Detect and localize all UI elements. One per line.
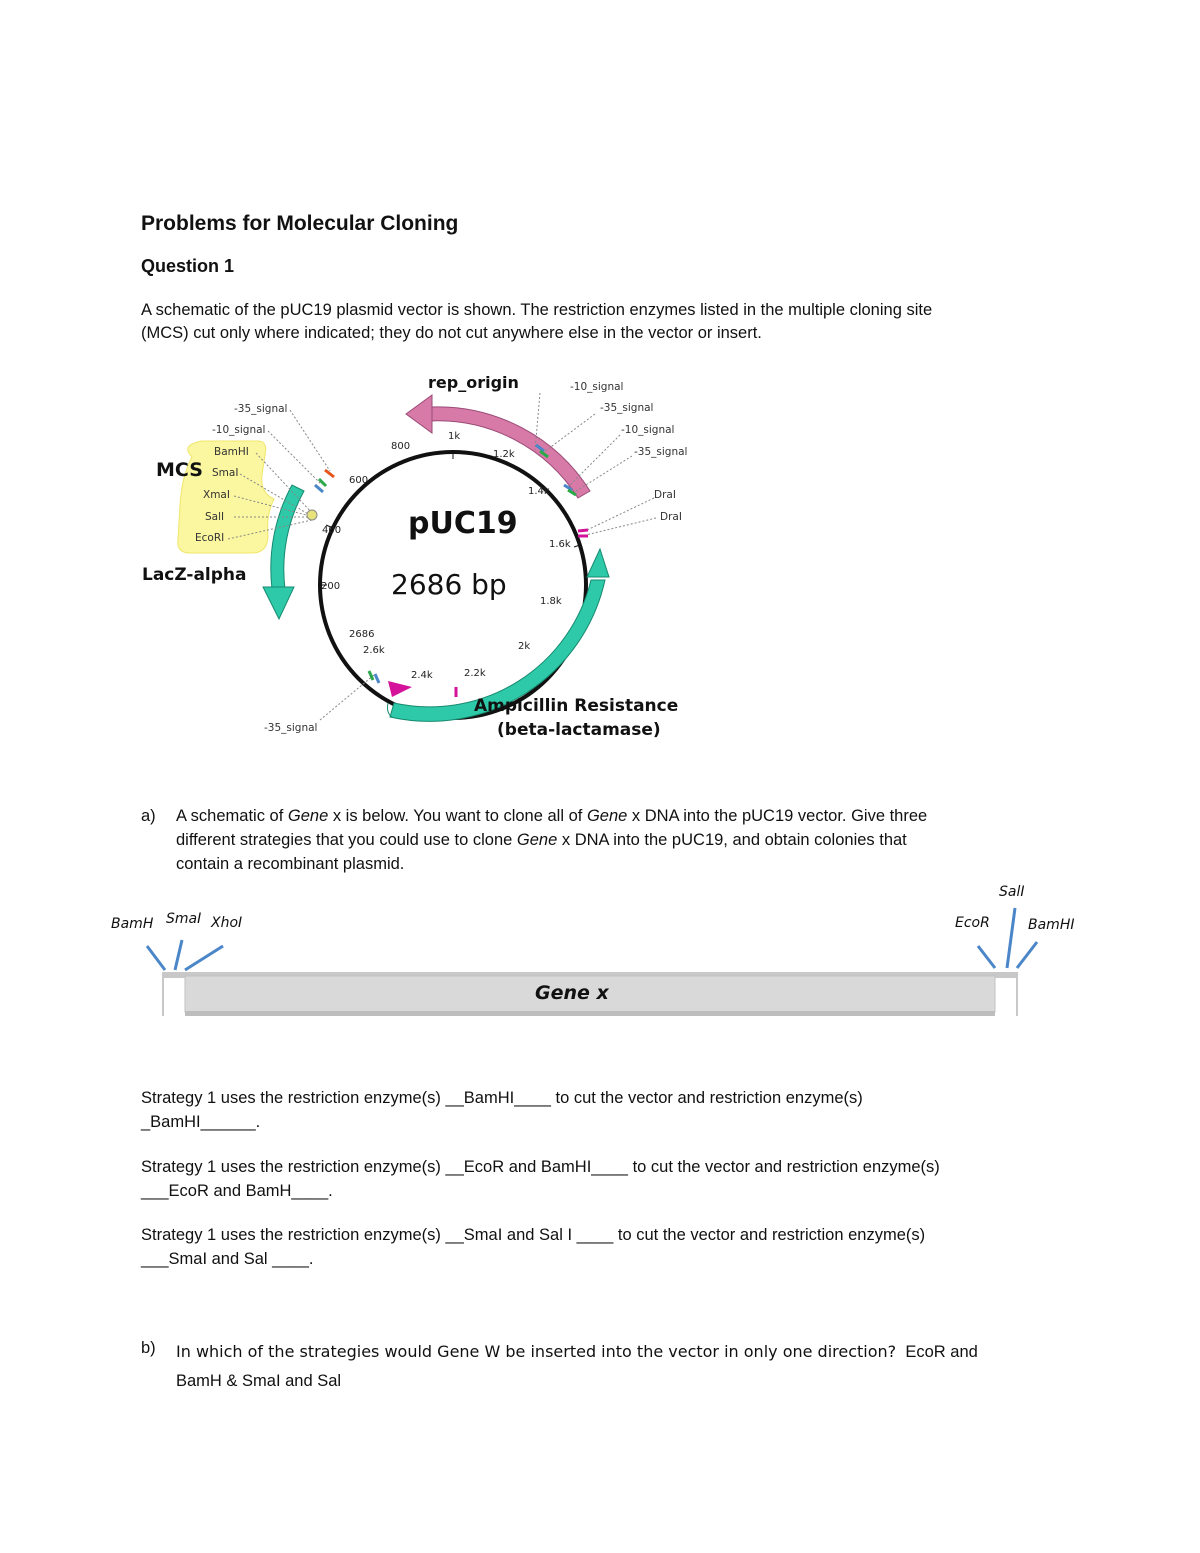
strategy-2-line-2: ___EcoR and BamH____. [141,1182,333,1200]
text-span: x DNA into the pUC19, and obtain colonies that [557,831,907,849]
tick-label: 2686 [349,629,375,640]
plasmid-name: pUC19 [408,506,518,541]
signal-label: -10_signal [212,424,266,436]
part-b-answer-2: BamH & SmaI and Sal [176,1372,342,1390]
mcs-enzyme-label: SalI [205,511,225,523]
site-label-right: SalI [999,884,1025,900]
rep-origin-label: rep_origin [428,373,519,392]
part-a-line-3: contain a recombinant plasmid. [176,855,405,873]
site-label-right: BamHI [1028,917,1075,933]
lacz-arrow [271,485,304,589]
tick-label: 600 [349,475,369,486]
dra-label: DraI [654,489,676,501]
site-label-right: EcoR [955,915,990,931]
plasmid-size: 2686 bp [391,568,507,601]
tick-label: 400 [322,525,342,536]
part-b-question: In which of the strategies would Gene W be inserted into the vector in only one direction? [176,1342,897,1361]
mcs-enzyme-label: XmaI [203,489,230,501]
rep-origin-arrowhead [406,395,432,433]
gene-label: Gene x [535,982,609,1004]
text-span: x is below. You want to clone all of [328,807,587,825]
signal-label: -10_signal [570,381,624,393]
part-a-label: a) [141,807,156,825]
page-title: Problems for Molecular Cloning [141,212,459,235]
part-b-label: b) [141,1339,156,1357]
strategy-2-line-1: Strategy 1 uses the restriction enzyme(s) __EcoR and BamHI____ to cut the vector and restriction enzyme(s) [141,1158,940,1176]
amp-promoter-mark [388,681,412,697]
signal-label: -35_signal [234,403,288,415]
strategy-3-line-2: ___SmaI and Sal ____. [141,1250,314,1268]
gene-italic: Gene [516,831,558,849]
lacz-label: LacZ-alpha [142,565,247,585]
dra-label: DraI [660,511,682,523]
part-a-line-1 [176,804,1056,828]
tick-label: 1.2k [493,449,515,460]
site-label-left: BamH [111,916,154,932]
mcs-label: MCS [156,459,203,481]
signal-label: -35_signal [264,722,318,734]
intro-line-1: A schematic of the pUC19 plasmid vector is shown. The restriction enzymes listed in the multiple cloning site [141,301,933,319]
plasmid-map [140,365,730,745]
signal-label: -35_signal [600,402,654,414]
intro-line-2: (MCS) cut only where indicated; they do not cut anywhere else in the vector or insert. [141,324,762,342]
tick-label: 2.2k [464,668,486,679]
text-span: x DNA into the pUC19 vector. Give three [627,807,928,825]
lacz-arrowhead [263,587,294,619]
text-span: A schematic of [176,807,288,825]
amp-arrowhead [587,549,609,577]
gene-italic: Gene [586,807,628,825]
signal-label: -35_signal [634,446,688,458]
tick-label: 1k [448,431,461,442]
site-label-left: XhoI [211,915,243,931]
text-span: different strategies that you could use to clone [176,831,517,849]
strategy-3-line-1: Strategy 1 uses the restriction enzyme(s) __SmaI and Sal I ____ to cut the vector and restriction enzyme(s) [141,1226,926,1244]
part-b-answer-1: EcoR and [905,1343,978,1361]
part-b-line-1 [176,1337,1076,1367]
site-label-left: SmaI [166,911,202,927]
strategy-1-line-1: Strategy 1 uses the restriction enzyme(s) __BamHI____ to cut the vector and restriction enzyme(s) [141,1089,863,1107]
gene-italic: Gene [287,807,329,825]
tick-label: 200 [321,581,341,592]
mcs-enzyme-label: SmaI [212,467,239,479]
amp-label-2: (beta-lactamase) [497,720,661,740]
tick-label: 2.6k [363,645,385,656]
tick-label: 1.8k [540,596,562,607]
tick-label: 2k [518,641,531,652]
part-a-text [176,804,1056,876]
tick-label: 800 [391,441,411,452]
mcs-enzyme-label: BamHI [214,446,249,458]
tick-label: 1.6k [549,539,571,550]
tick-label: 1.4k [528,486,550,497]
question-heading: Question 1 [141,256,235,276]
strategy-1-line-2: _BamHI______. [141,1113,261,1131]
signal-label: -10_signal [621,424,675,436]
tick-label: 2.4k [411,670,433,681]
part-a-line-2 [176,828,1056,852]
part-b-text [176,1337,1076,1396]
gene-diagram [105,878,1090,1023]
mcs-enzyme-label: EcoRI [195,532,225,544]
amp-label-1: Ampicillin Resistance [474,696,679,716]
